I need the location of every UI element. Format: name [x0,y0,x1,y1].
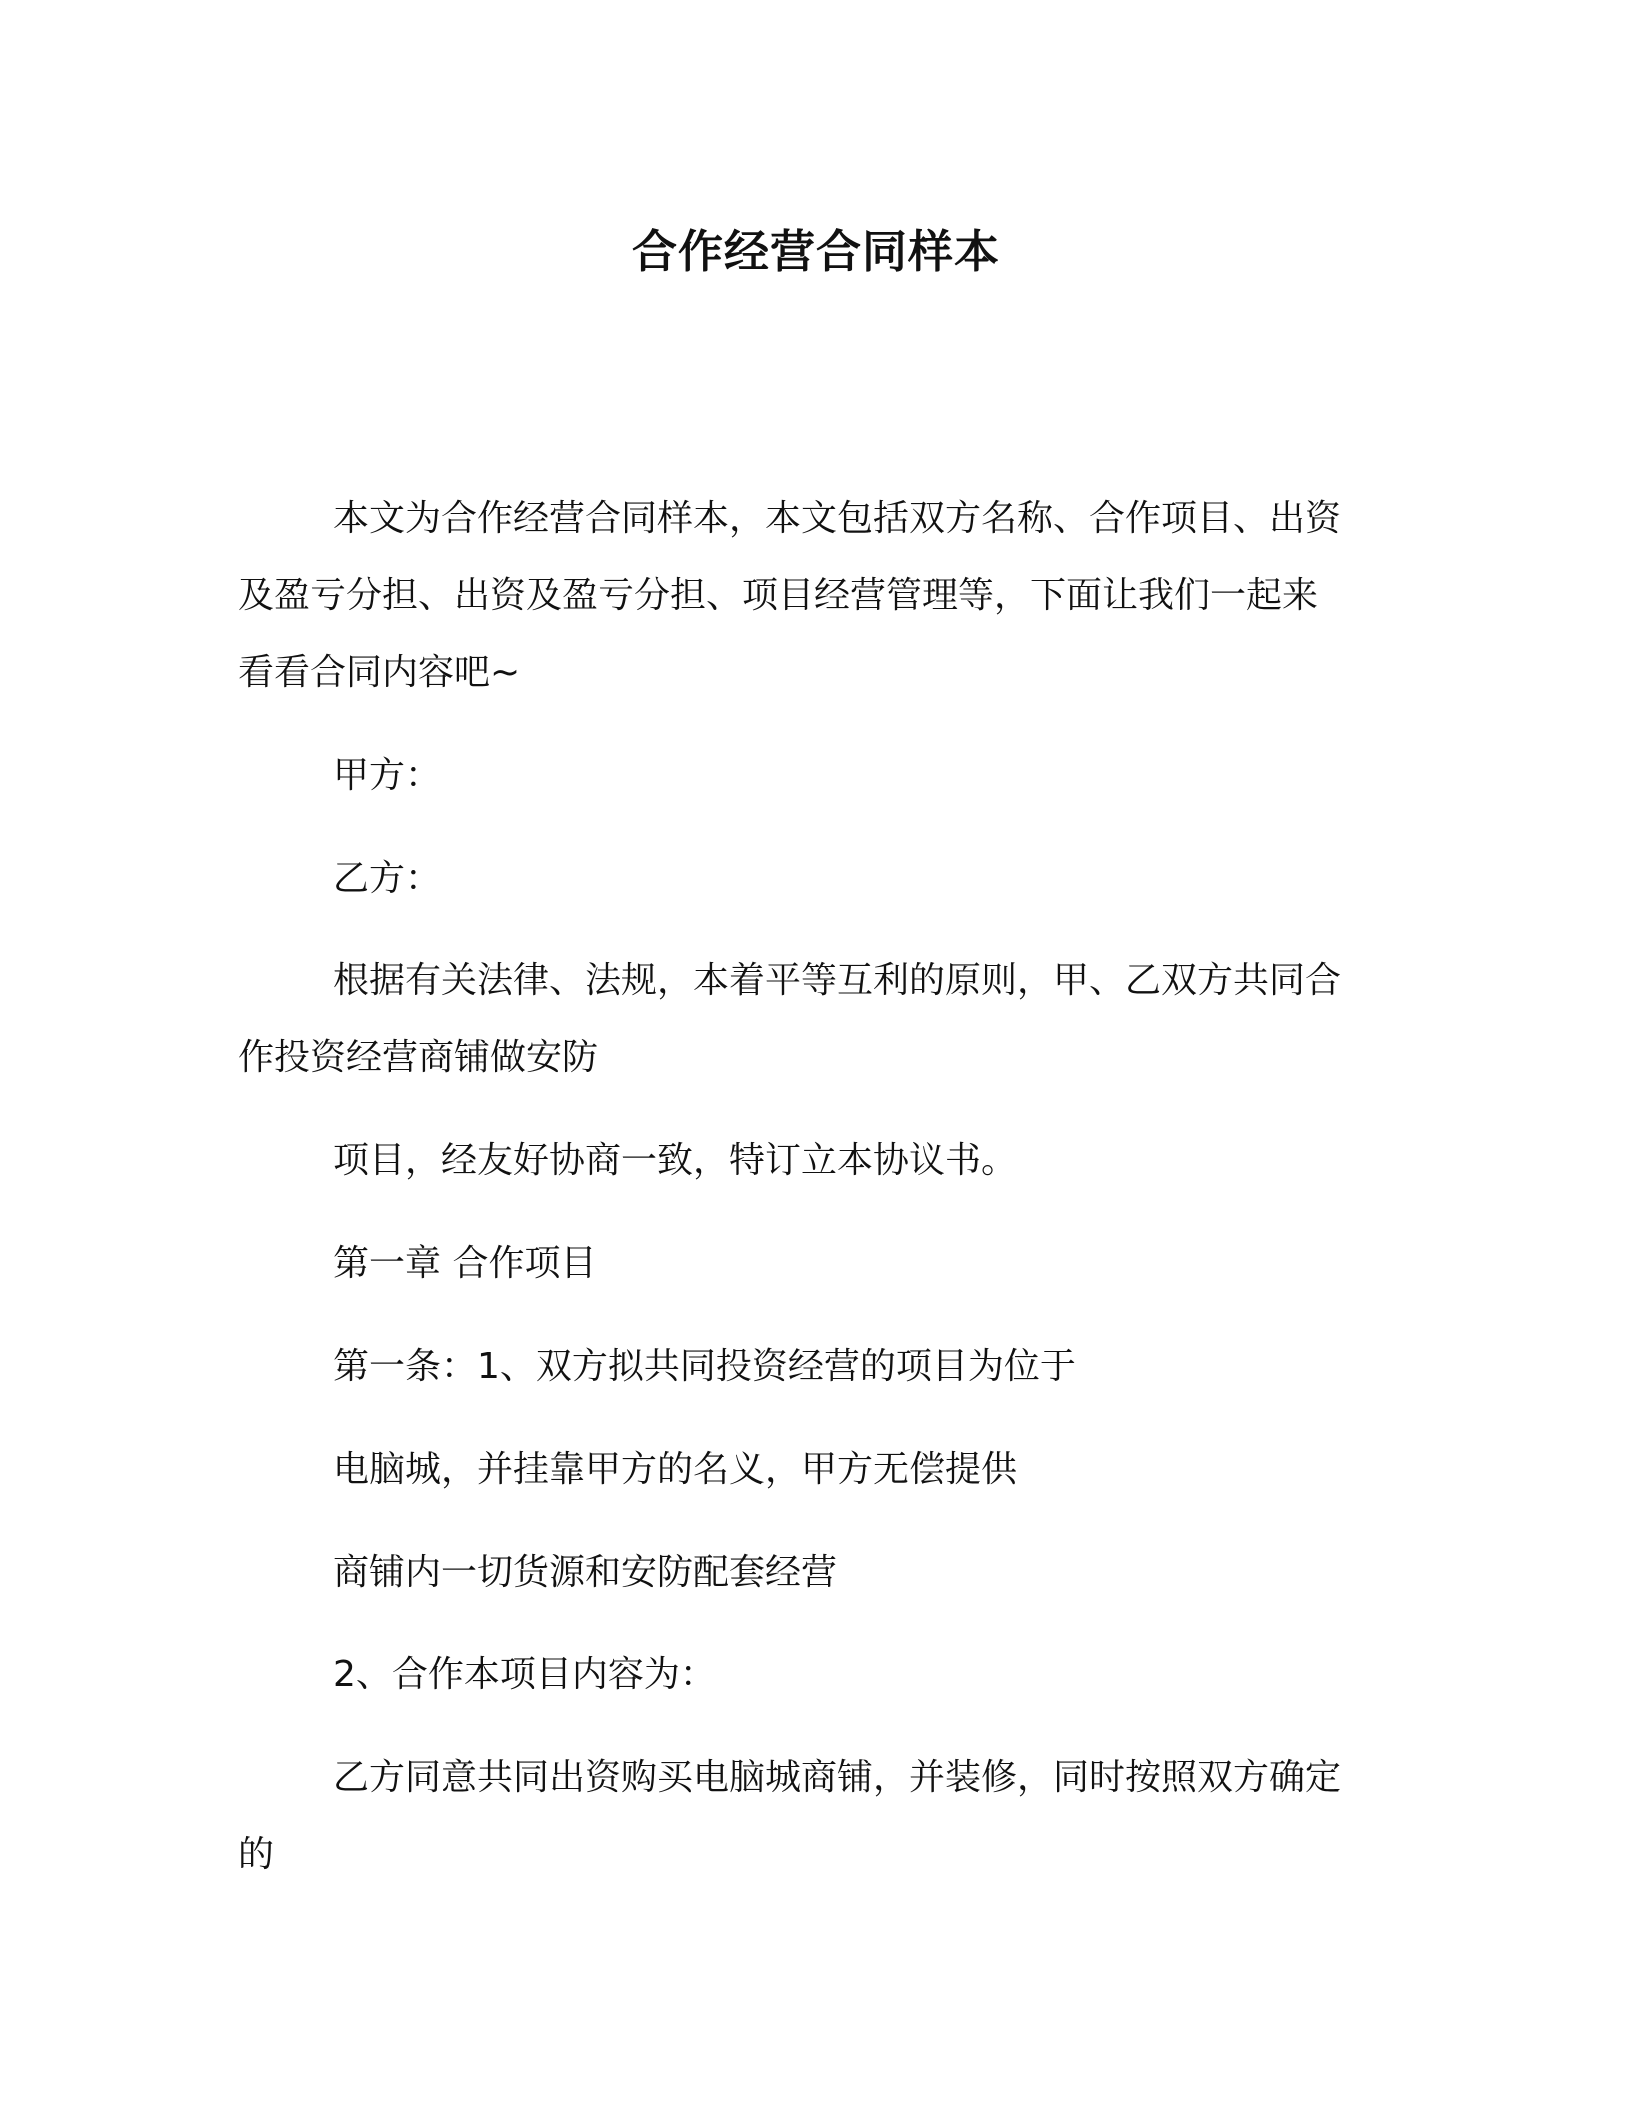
article-1-line-1: 第一条：1、双方拟共同投资经营的项目为位于 [333,1346,1076,1387]
document-title: 合作经营合同样本 [631,225,1000,278]
content-line-1: 乙方同意共同出资购买电脑城商铺，并装修，同时按照双方确定 [333,1757,1342,1798]
preamble-line-2: 作投资经营商铺做安防 [238,1037,599,1078]
intro-line-1: 本文为合作经营合同样本，本文包括双方名称、合作项目、出资 [333,498,1342,539]
chapter-heading: 第一章 合作项目 [333,1243,597,1284]
party-b-line: 乙方： [333,858,442,899]
article-1-line-2: 电脑城，并挂靠甲方的名义，甲方无偿提供 [333,1449,1018,1490]
preamble-line-1: 根据有关法律、法规，本着平等互利的原则，甲、乙双方共同合 [333,960,1342,1001]
article-1-line-3: 商铺内一切货源和安防配套经营 [333,1552,838,1593]
intro-line-2: 及盈亏分担、出资及盈亏分担、项目经营管理等，下面让我们一起来 [238,575,1319,616]
content-line-2: 的 [238,1834,275,1875]
party-a-line: 甲方： [333,755,442,796]
intro-line-3: 看看合同内容吧~ [238,652,521,693]
preamble-line-3: 项目，经友好协商一致，特订立本协议书。 [333,1140,1018,1181]
article-1-item-2: 2、合作本项目内容为： [333,1654,716,1695]
